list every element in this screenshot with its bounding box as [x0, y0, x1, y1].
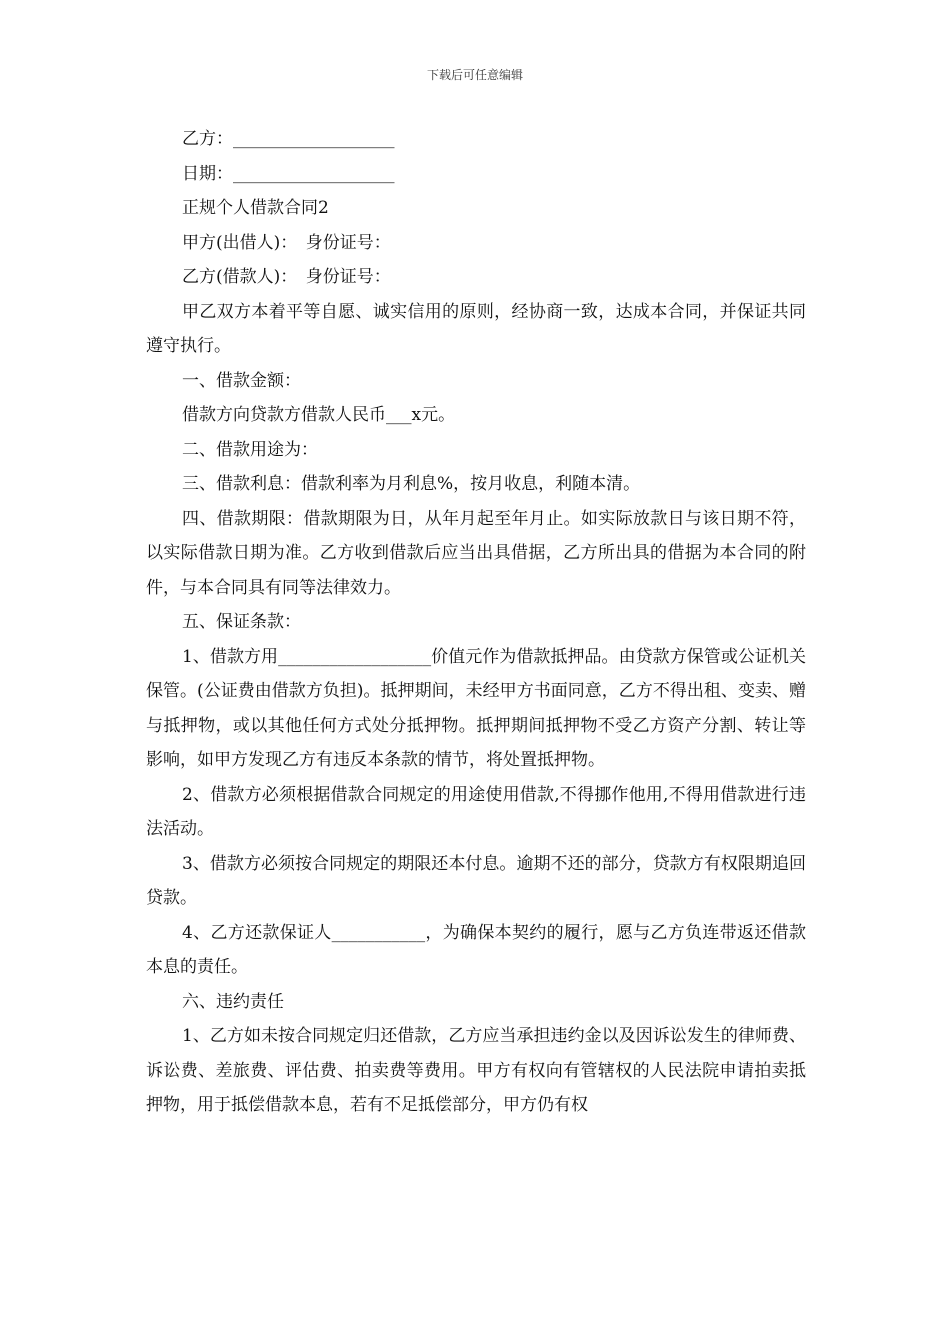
section-heading-amount: 一、借款金额：: [182, 370, 301, 391]
page-header: 下载后可任意编辑: [426, 68, 523, 82]
clause-guarantee-4: 4、乙方还款保证人___________，为确保本契约的履行，愿与乙方负连带返还借款本息的责任。: [146, 922, 806, 977]
preamble: 甲乙双方本着平等自愿、诚实信用的原则，经协商一致，达成本合同，并保证共同遵守执行。: [146, 301, 806, 356]
clause-amount: 借款方向贷款方借款人民币___x元。: [182, 405, 456, 425]
signature-blank: ___________________: [233, 163, 395, 184]
clause-guarantee-2: 2、借款方必须根据借款合同规定的用途使用借款,不得挪作他用,不得用借款进行违法活动。: [146, 784, 806, 839]
contract-body: [146, 122, 806, 1123]
signature-blank: ___________________: [233, 129, 395, 149]
contract-title: 正规个人借款合同2: [182, 198, 329, 218]
signature-date: [146, 157, 806, 192]
section-heading-guarantee: 五、保证条款：: [182, 612, 301, 632]
signature-label: 日期：: [182, 163, 233, 184]
section-heading-liability: 六、违约责任: [182, 991, 284, 1012]
section-interest: 三、借款利息：借款利率为月利息%，按月收息，利随本清。: [182, 474, 641, 494]
section-heading-purpose: 二、借款用途为：: [182, 439, 318, 460]
party-borrower: 乙方(借款人)： 身份证号：: [182, 267, 391, 287]
signature-label: 乙方：: [182, 129, 233, 149]
clause-guarantee-3: 3、借款方必须按合同规定的期限还本付息。逾期不还的部分，贷款方有权限期追回贷款。: [146, 853, 806, 908]
signature-party-b: [146, 122, 806, 157]
clause-liability-1: 1、乙方如未按合同规定归还借款，乙方应当承担违约金以及因诉讼发生的律师费、诉讼费、差旅费、评估费、拍卖费等费用。甲方有权向有管辖权的人民法院申请拍卖抵押物，用于抵偿借款本息，若有不足抵偿部分，甲方仍有权: [146, 1026, 806, 1115]
section-term: 四、借款期限：借款期限为日，从年月起至年月止。如实际放款日与该日期不符，以实际借款日期为准。乙方收到借款后应当出具借据，乙方所出具的借据为本合同的附件，与本合同具有同等法律效力。: [146, 508, 806, 598]
party-lender: 甲方(出借人)： 身份证号：: [182, 232, 391, 253]
clause-guarantee-1: 1、借款方用__________________价值元作为借款抵押品。由贷款方保管或公证机关保管。(公证费由借款方负担)。抵押期间，未经甲方书面同意，乙方不得出租、变卖、赠与抵押物，或以其他任何方式处分抵押物。抵押期间抵押物不受乙方资产分割、转让等影响，如甲方发现乙方有违反本条款的情节，将处置抵押物。: [146, 646, 806, 770]
